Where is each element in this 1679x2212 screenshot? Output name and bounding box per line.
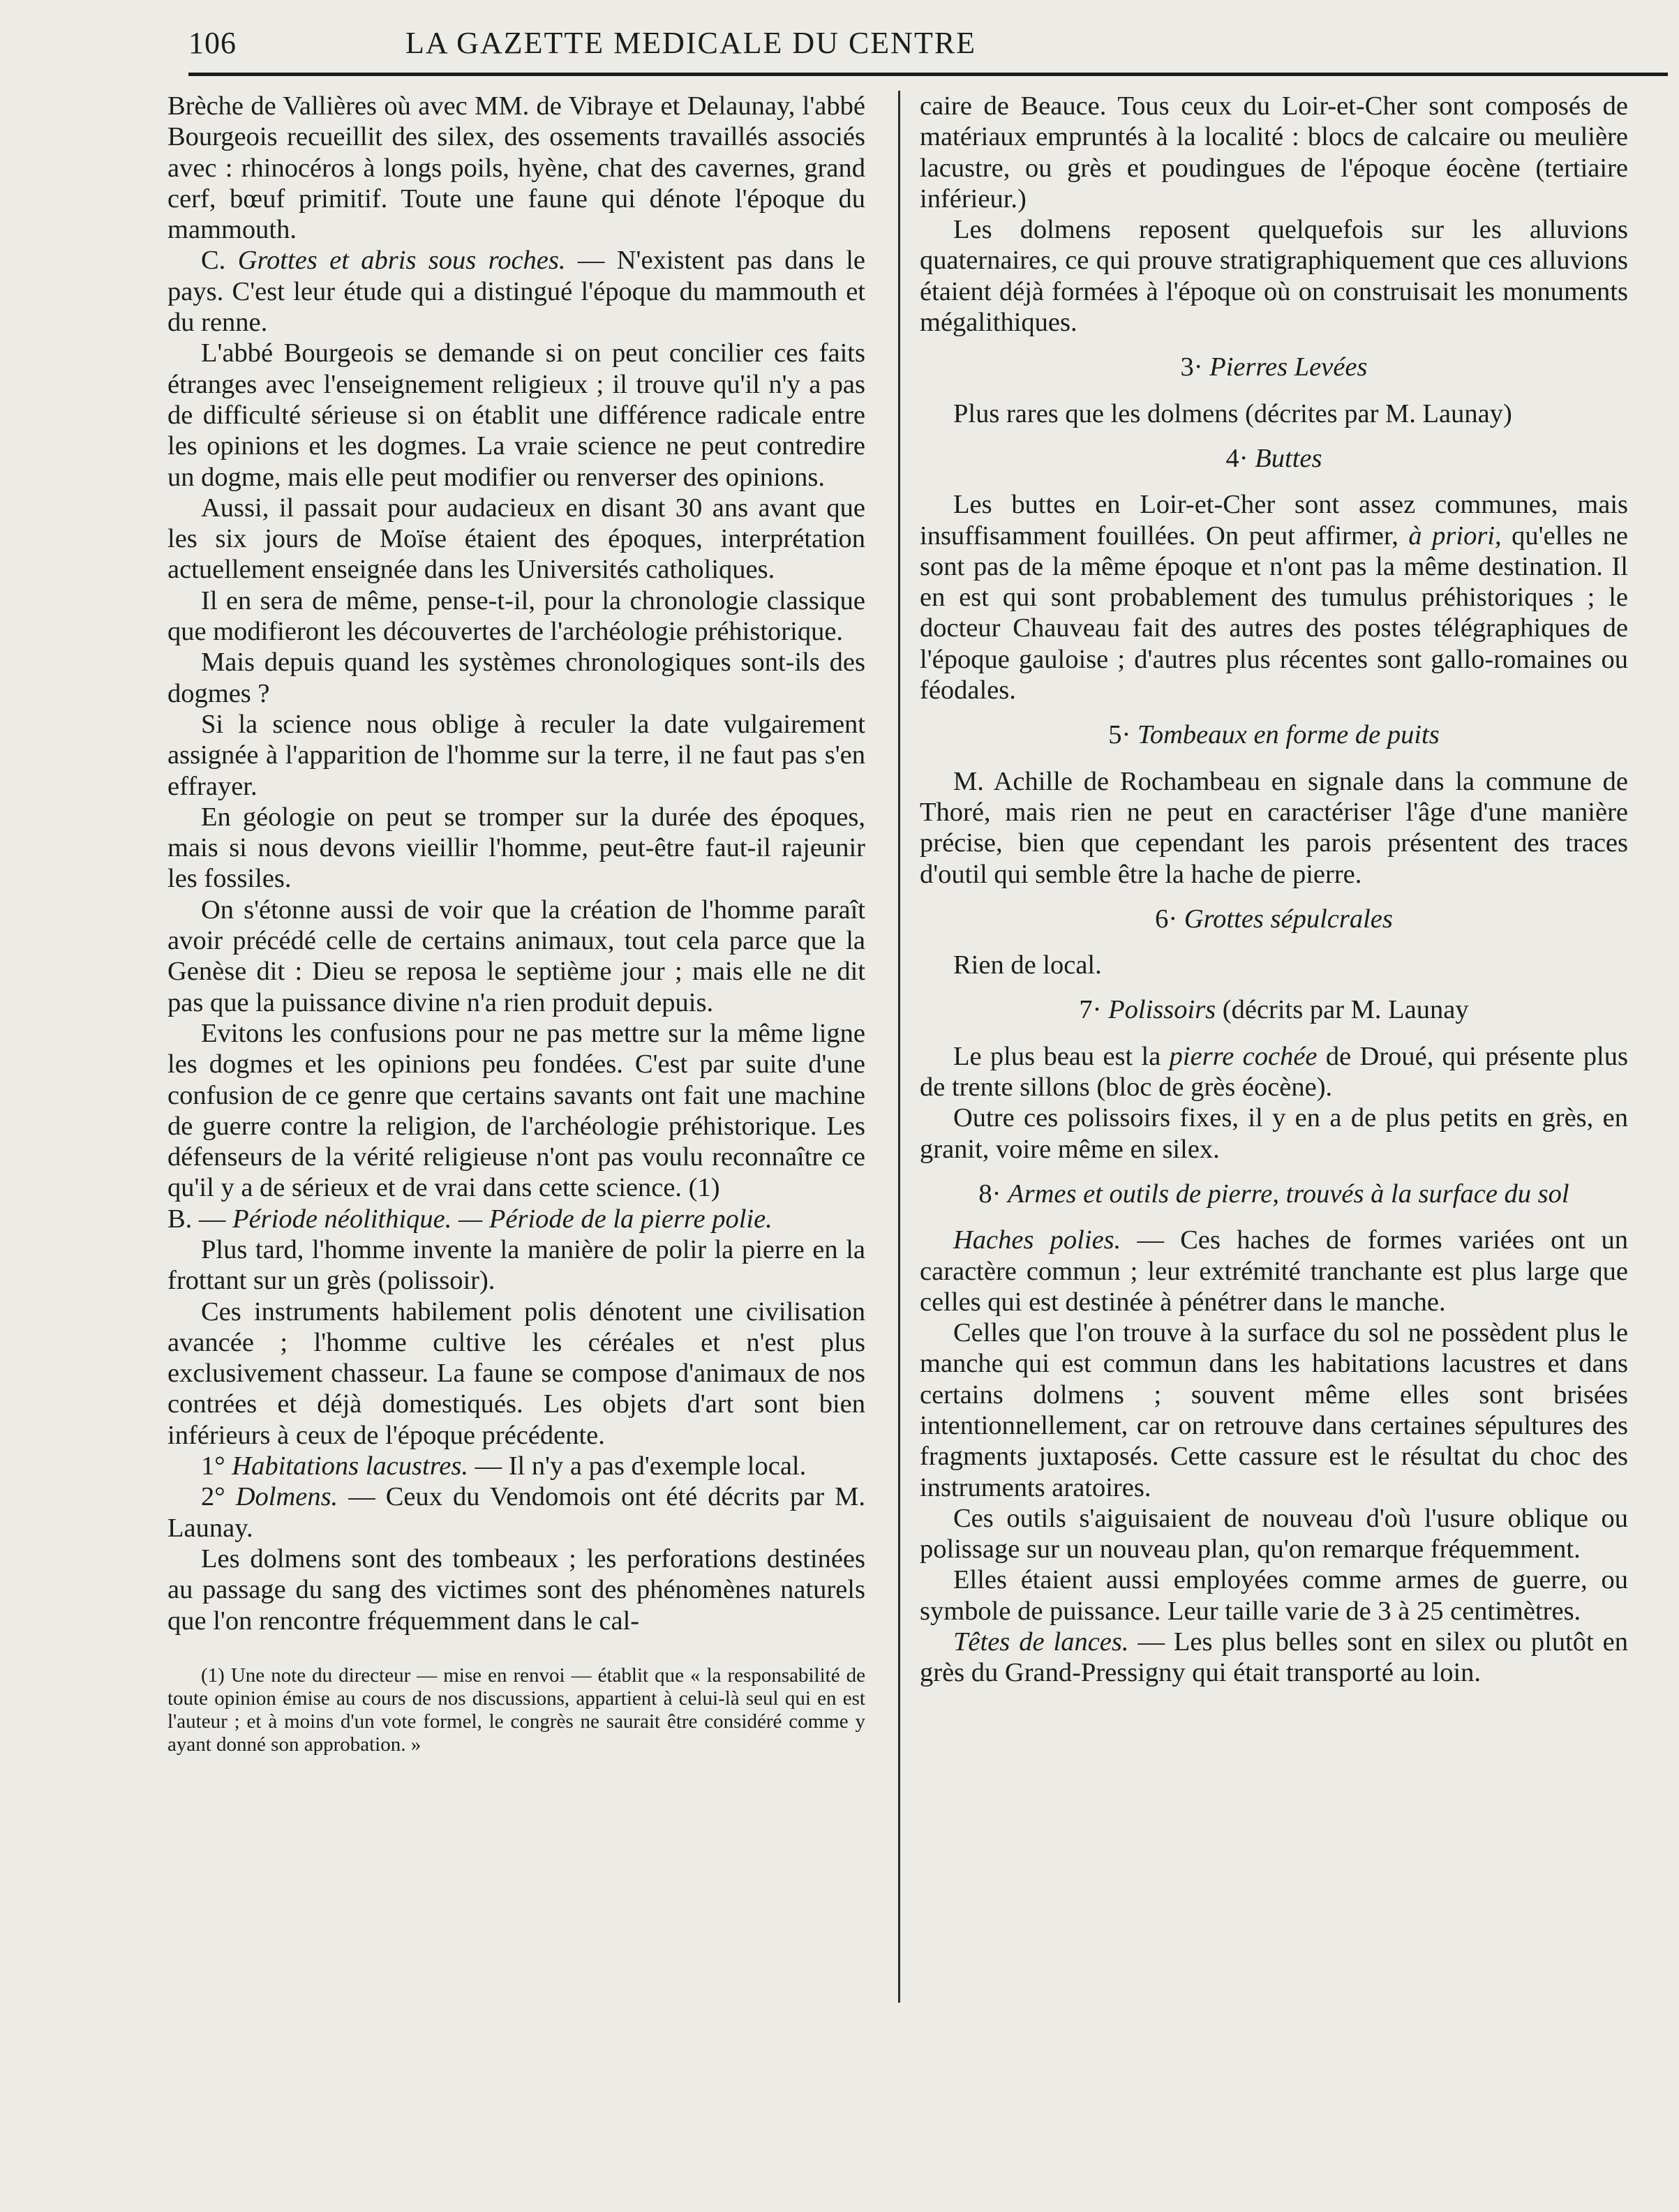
section-number: 5· xyxy=(1108,720,1137,750)
section-heading xyxy=(920,719,1628,750)
paragraph: Outre ces polissoirs fixes, il y en a de plus petits en grès, en granit, voire même en silex. xyxy=(920,1103,1628,1164)
paragraph: Les dolmens reposent quelquefois sur les alluvions quaternaires, ce qui prouve stratigraphiquement que ces alluvions étaient déjà formées à l'époque où on construisait les monuments mégalithiques. xyxy=(920,215,1628,338)
section-heading xyxy=(920,994,1628,1025)
section-number: 3· xyxy=(1180,352,1210,382)
section-title: Habitations lacustres. xyxy=(232,1451,468,1481)
paragraph-text: — Les plus belles sont en silex ou plutôt en grès du Grand-Pressigny qui était transporté au loin. xyxy=(920,1627,1628,1688)
footnote-text: (1) Une note du directeur — mise en renvoi — établit que « la responsabilité de toute opinion émise au cours de nos discussions, appartient à celui-là seul qui en est l'auteur ; et à moins d'un vote formel, le congrès ne saurait être considéré comme y ayant donné son approbation. » xyxy=(167,1664,865,1756)
section-number: 6· xyxy=(1155,904,1184,934)
right-column xyxy=(920,91,1628,1689)
section-heading xyxy=(920,352,1628,382)
paragraph: Rien de local. xyxy=(953,950,1102,980)
section-title: Armes et outils de pierre, trouvés à la surface du sol xyxy=(1008,1179,1569,1209)
paragraph: Aussi, il passait pour audacieux en disant 30 ans avant que les six jours de Moïse étaient des époques, interprétation actuellement enseignée dans les Universités catholiques. xyxy=(167,493,865,585)
section-title-rest: (décrits par M. Launay xyxy=(1216,995,1469,1025)
paragraph-text: — Il n'y a pas d'exemple local. xyxy=(468,1451,807,1481)
section-number: 4· xyxy=(1225,443,1255,473)
paragraph xyxy=(920,1225,1628,1317)
column-divider xyxy=(898,91,900,2003)
paragraph-text: — Ceux du Vendomois ont été décrits par M. Launay. xyxy=(167,1482,865,1543)
emphasis: pierre cochée xyxy=(1169,1041,1318,1071)
paragraph: Il en sera de même, pense-t-il, pour la chronologie classique que modifieront les découvertes de l'archéologie préhistorique. xyxy=(167,585,865,647)
journal-title: LA GAZETTE MEDICALE DU CENTRE xyxy=(405,26,977,60)
paragraph xyxy=(167,1481,865,1544)
paragraph: caire de Beauce. Tous ceux du Loir-et-Cher sont composés de matériaux empruntés à la localité : blocs de calcaire ou meulière lacustre, ou grès et poudingues de l'époque éocène (tertiaire inférieur.) xyxy=(920,91,1628,214)
paragraph: Mais depuis quand les systèmes chronologiques sont-ils des dogmes ? xyxy=(167,648,865,708)
section-title: Polissoirs xyxy=(1108,995,1216,1025)
paragraph: L'abbé Bourgeois se demande si on peut concilier ces faits étranges avec l'enseignement religieux ; il trouve qu'il n'y a pas de difficulté sérieuse si on établit une différence radicale entre les opinions et les dogmes. La vraie science ne peut contredire un dogme, mais elle peut modifier ou renverser des opinions. xyxy=(167,338,865,492)
section-heading xyxy=(167,1204,865,1234)
emphasis: à priori, xyxy=(1408,521,1502,551)
section-label: C. xyxy=(201,246,226,276)
page-header xyxy=(188,25,1193,67)
footnote xyxy=(167,1664,865,1756)
paragraph xyxy=(920,1627,1628,1689)
paragraph: Si la science nous oblige à reculer la date vulgairement assignée à l'apparition de l'homme sur la terre, il ne faut pas s'en effrayer. xyxy=(167,709,865,801)
paragraph: M. Achille de Rochambeau en signale dans la commune de Thoré, mais rien ne peut en caractériser l'âge d'une manière précise, bien que cependant les parois présentent des traces d'outil qui semble être la hache de pierre. xyxy=(920,766,1628,889)
paragraph-text: de Droué, qui présente plus de trente sillons (bloc de grès éocène). xyxy=(920,1041,1628,1103)
section-title: Pierres Levées xyxy=(1209,352,1368,382)
emphasis: Têtes de lances. xyxy=(953,1627,1129,1657)
paragraph: On s'étonne aussi de voir que la création de l'homme paraît avoir précédé celle de certains animaux, tout cela parce que la Genèse dit : Dieu se reposa le septième jour ; mais elle ne dit pas que la puissance divine n'a rien produit depuis. xyxy=(167,895,865,1017)
paragraph: Celles que l'on trouve à la surface du sol ne possèdent plus le manche qui est commun dans les habitations lacustres et dans certains dolmens ; souvent même elles sont brisées intentionnellement, car on retrouve dans certaines sépultures des fragments juxtaposés. Cette cassure est le résultat du choc des instruments aratoires. xyxy=(920,1318,1628,1502)
section-heading xyxy=(920,1179,1628,1209)
section-label: 2° xyxy=(201,1482,236,1512)
paragraph-text: — N'existent pas dans le pays. C'est leur étude qui a distingué l'époque du mammouth et du renne. xyxy=(167,246,865,338)
paragraph: Brèche de Vallières où avec MM. de Vibraye et Delaunay, l'abbé Bourgeois recueillit des silex, des ossements travaillés associés avec : rhinocéros à longs poils, hyène, chat des cavernes, grand cerf, bœuf primitif. Toute une faune qui dénote l'époque du mammouth. xyxy=(167,91,865,245)
section-label: B. — xyxy=(167,1204,233,1234)
section-title: Tombeaux en forme de puits xyxy=(1137,720,1440,750)
paragraph-text: — Ces haches de formes variées ont un caractère commun ; leur extrémité tranchante est plus large que celles qui est destinée à pénétrer dans le manche. xyxy=(920,1225,1628,1317)
paragraph: Plus rares que les dolmens (décrites par M. Launay) xyxy=(953,398,1512,428)
paragraph: Elles étaient aussi employées comme armes de guerre, ou symbole de puissance. Leur taille varie de 3 à 25 centimètres. xyxy=(920,1565,1628,1626)
paragraph xyxy=(920,489,1628,705)
header-rule xyxy=(188,73,1668,76)
page-number: 106 xyxy=(188,26,237,60)
emphasis: Haches polies. xyxy=(953,1225,1121,1255)
paragraph: Plus tard, l'homme invente la manière de polir la pierre en la frottant sur un grès (polissoir). xyxy=(167,1234,865,1296)
paragraph xyxy=(167,1451,865,1481)
paragraph: Evitons les confusions pour ne pas mettre sur la même ligne les dogmes et les opinions peu fondées. C'est par suite d'une confusion de ce genre que certains savants ont fait une machine de guerre contre la religion, de l'archéologie préhistorique. Les défenseurs de la vérité religieuse n'ont pas voulu reconnaître ce qu'il y a de sérieux et de vrai dans cette science. (1) xyxy=(167,1018,865,1203)
paragraph-text: Le plus beau est la xyxy=(953,1041,1170,1071)
paragraph-text: qu'elles ne sont pas de la même époque et n'ont pas la même destination. Il en est qui sont probablement des tumulus préhistoriques ; le docteur Chauveau fait des autres des postes télégraphiques de l'époque gauloise ; d'autres plus récentes sont gallo-romaines ou féodales. xyxy=(920,521,1629,705)
section-title: Buttes xyxy=(1255,443,1322,473)
section-title: Grottes sépulcrales xyxy=(1184,904,1393,934)
paragraph: Les dolmens sont des tombeaux ; les perforations destinées au passage du sang des victimes sont des phénomènes naturels que l'on rencontre fréquemment dans le cal- xyxy=(167,1544,865,1636)
section-number: 8· xyxy=(978,1179,1008,1209)
section-title: Grottes et abris sous roches. xyxy=(237,246,566,276)
left-column xyxy=(167,91,865,1756)
section-heading xyxy=(920,904,1628,934)
section-title: Dolmens. xyxy=(235,1482,338,1512)
paragraph: Ces instruments habilement polis dénotent une civilisation avancée ; l'homme cultive les céréales et n'est plus exclusivement chasseur. La faune se compose d'animaux de nos contrées et déjà domestiqués. Les objets d'art sont bien inférieurs à ceux de l'époque précédente. xyxy=(167,1296,865,1450)
paragraph xyxy=(920,1041,1628,1103)
paragraph xyxy=(167,245,865,338)
section-title: Période néolithique. — Période de la pierre polie. xyxy=(232,1204,773,1234)
section-number: 7· xyxy=(1079,995,1109,1025)
paragraph: En géologie on peut se tromper sur la durée des époques, mais si nous devons vieillir l'homme, peut-être faut-il rajeunir les fossiles. xyxy=(167,802,865,894)
section-heading xyxy=(920,443,1628,474)
section-label: 1° xyxy=(201,1451,232,1481)
paragraph-text: Les buttes en Loir-et-Cher sont assez communes, mais insuffisamment fouillées. On peut affirmer, xyxy=(920,490,1628,551)
paragraph: Ces outils s'aiguisaient de nouveau d'où l'usure oblique ou polissage sur un nouveau plan, qu'on remarque fréquemment. xyxy=(920,1503,1628,1564)
